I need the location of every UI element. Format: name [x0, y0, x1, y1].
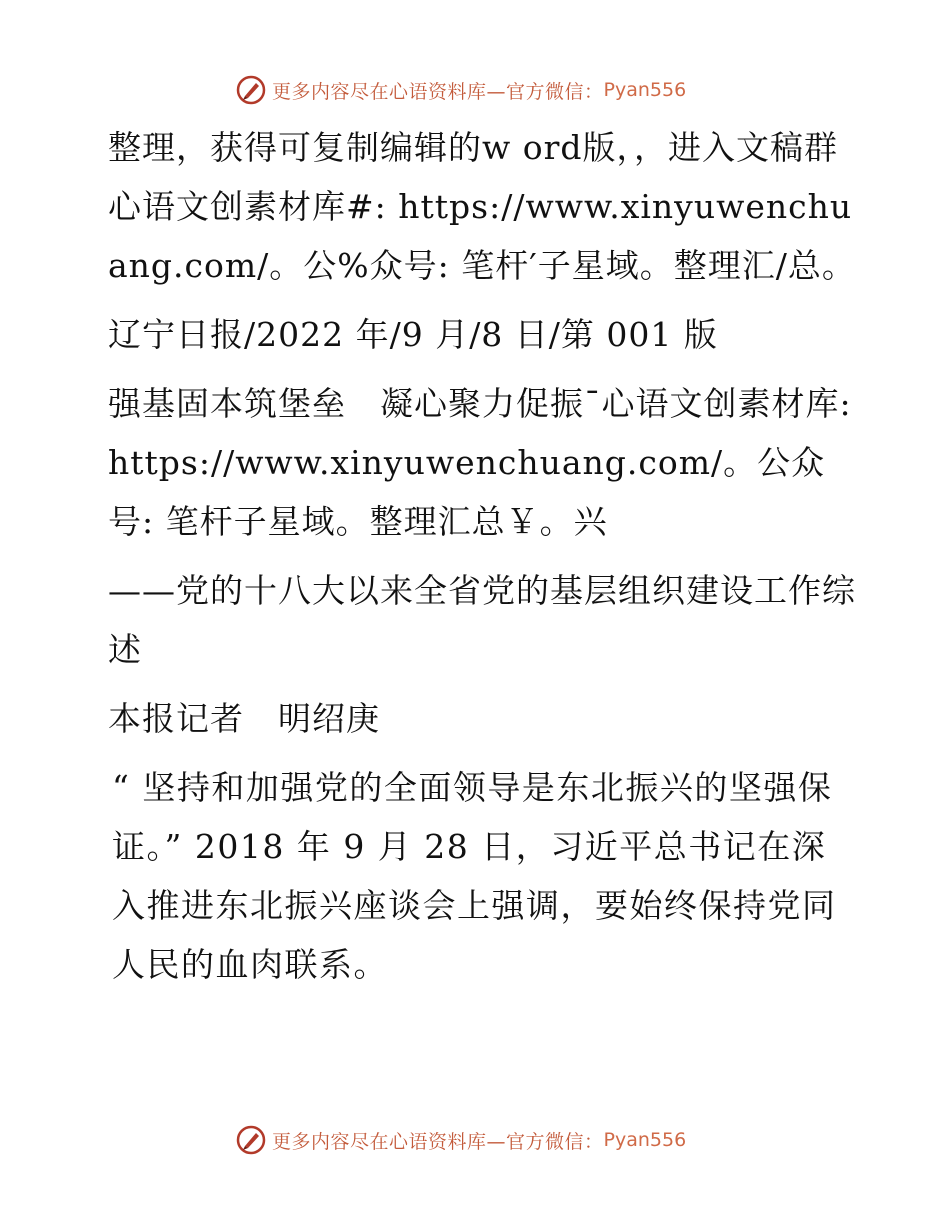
watermark-banner-top	[236, 73, 716, 107]
subheadline: ——党的十八大以来全省党的基层组织建设工作综述	[108, 571, 856, 669]
body-paragraph: “ 坚持和加强党的全面领导是东北振兴的坚强保证。” 2018 年 9 月 28 日，习近平总书记在深入推进东北振兴座谈会上强调，要始终保持党同人民的血肉联系。	[112, 768, 837, 984]
watermark-text: 更多内容尽在心语资料库—官方微信：	[272, 80, 604, 103]
byline: 本报记者 明绍庚	[108, 699, 380, 738]
watermark-handle: Pyan556	[603, 79, 687, 101]
dateline: 辽宁日报/2022 年/9 月/8 日/第 001 版	[108, 315, 718, 354]
headline: 强基固本筑堡垒 凝心聚力促振¯心语文创素材库: https://www.xinyuwenchuang.com/。公众号: 笔杆子星域。整理汇总￥。兴	[108, 384, 852, 541]
pen-logo-icon	[236, 1125, 266, 1155]
pen-logo-icon	[236, 75, 266, 105]
watermark-handle: Pyan556	[603, 1129, 687, 1151]
watermark-banner-bottom	[236, 1123, 716, 1157]
document-body	[98, 118, 858, 1004]
watermark-text: 更多内容尽在心语资料库—官方微信：	[272, 1130, 604, 1153]
intro-paragraph: 整理，获得可复制编辑的w ord版，，进入文稿群心语文创素材库#: https://www.xinyuwenchuang.com/。公%众号: 笔杆′子星域。整理汇/总。	[108, 128, 856, 285]
